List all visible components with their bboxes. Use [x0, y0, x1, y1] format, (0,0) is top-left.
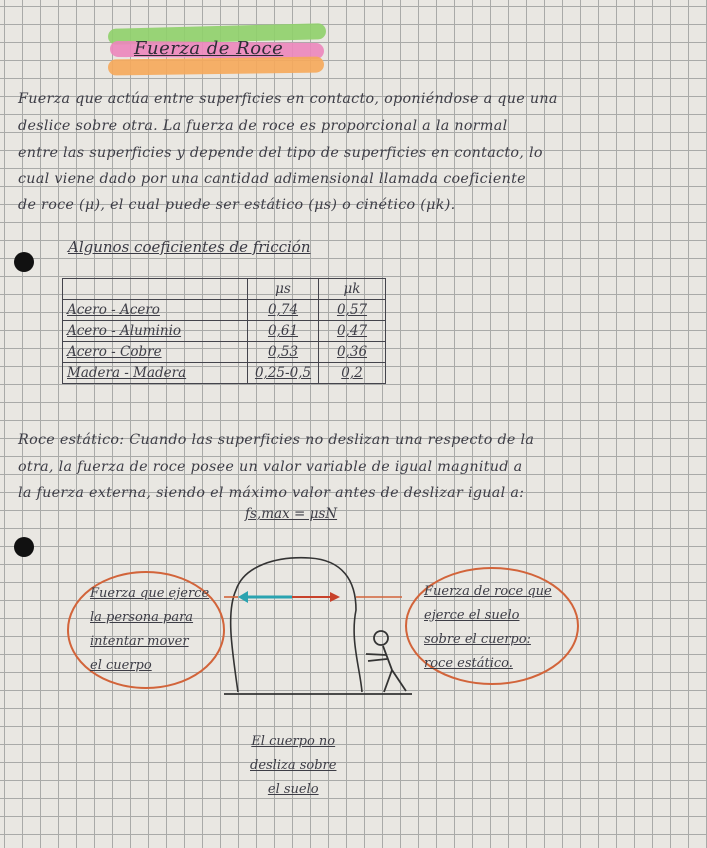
table-cell: 0,2: [319, 363, 386, 384]
right-note: [424, 580, 552, 676]
max-static-friction-formula: fs,max = μsN: [245, 506, 338, 522]
left-note-line: el cuerpo: [90, 658, 152, 673]
left-note-line: intentar mover: [90, 634, 189, 649]
bottom-note-line: el suelo: [267, 782, 319, 797]
left-note-line: la persona para: [90, 610, 194, 625]
static-line: otra, la fuerza de roce posee un valor variable de igual magnitud a: [18, 459, 523, 475]
table-header-cell: μs: [248, 279, 319, 300]
bottom-note-line: El cuerpo no: [251, 734, 336, 749]
table-cell: 0,74: [248, 300, 319, 321]
table-cell: 0,53: [248, 342, 319, 363]
left-note-line: Fuerza que ejerce: [90, 586, 210, 601]
table-header-cell: μk: [319, 279, 386, 300]
right-note-line: roce estático.: [424, 656, 513, 671]
page-title: Fuerza de Roce: [134, 38, 284, 59]
table-cell: 0,25-0,5: [248, 363, 319, 384]
table-cell: Acero - Cobre: [63, 342, 248, 363]
table-cell: Acero - Acero: [63, 300, 248, 321]
static-line: Roce estático: Cuando las superficies no deslizan una respecto de la: [18, 432, 535, 448]
table-cell: 0,36: [319, 342, 386, 363]
table-cell: 0,57: [319, 300, 386, 321]
applied-force-arrowhead: [238, 591, 248, 603]
friction-force-arrowhead: [330, 592, 340, 602]
stick-figure: [366, 631, 406, 692]
table-cell: Acero - Aluminio: [63, 321, 248, 342]
intro-line: deslice sobre otra. La fuerza de roce es proporcional a la normal: [18, 118, 508, 134]
intro-line: cual viene dado por una cantidad adimensional llamada coeficiente: [18, 171, 526, 187]
right-note-line: sobre el cuerpo:: [424, 632, 531, 647]
bottom-note-line: desliza sobre: [250, 758, 337, 773]
bottom-note: [250, 730, 336, 802]
table-cell: 0,61: [248, 321, 319, 342]
intro-line: de roce (μ), el cual puede ser estático (μs) o cinético (μk).: [18, 197, 456, 213]
body-block: [231, 558, 362, 692]
table-cell: 0,47: [319, 321, 386, 342]
table-title: Algunos coeficientes de fricción: [68, 238, 311, 256]
intro-line: Fuerza que actúa entre superficies en contacto, oponiéndose a que una: [18, 91, 558, 107]
static-line: la fuerza externa, siendo el máximo valor antes de deslizar igual a:: [18, 485, 525, 501]
table-cell: Madera - Madera: [63, 363, 248, 384]
right-note-line: ejerce el suelo: [424, 608, 520, 623]
intro-line: entre las superficies y depende del tipo de superficies en contacto, lo: [18, 145, 543, 161]
left-note: [90, 582, 209, 678]
right-note-line: Fuerza de roce que: [424, 584, 552, 599]
